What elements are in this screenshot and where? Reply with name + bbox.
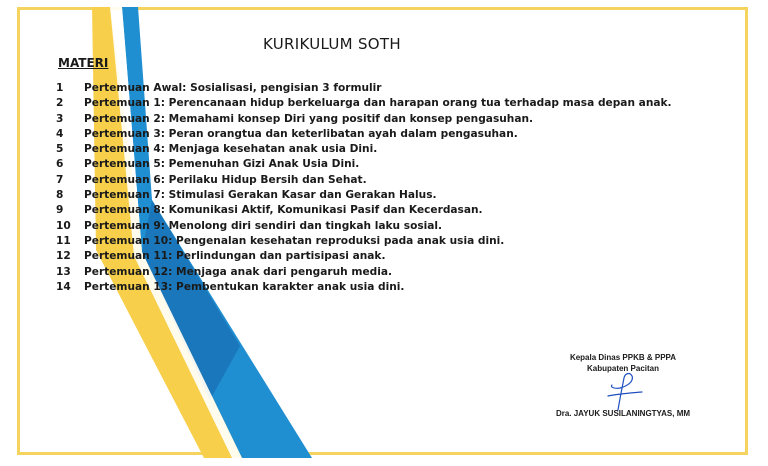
item-text: Pertemuan Awal: Sosialisasi, pengisian 3 formulir [84,82,382,94]
item-text: Pertemuan 6: Perilaku Hidup Bersih dan Sehat. [84,173,367,186]
item-number: 8 [56,189,64,202]
official-name: Dra. JAYUK SUSILANINGTYAS, MM [555,409,691,418]
section-heading: MATERI [58,56,109,70]
item-text: Pertemuan 13: Pembentukan karakter anak usia dini. [84,280,405,293]
page-title: KURIKULUM SOTH [263,35,401,53]
item-text: Pertemuan 3: Peran orangtua dan keterlibatan ayah dalam pengasuhan. [84,127,518,140]
list-item [56,219,672,234]
item-number: 4 [56,127,64,140]
item-number: 2 [56,97,64,110]
item-number: 7 [56,173,64,186]
item-number: 3 [56,112,64,125]
item-number: 1 [56,82,64,94]
item-number: 5 [56,143,64,156]
item-text: Pertemuan 7: Stimulasi Gerakan Kasar dan Gerakan Halus. [84,189,437,202]
list-item [56,81,672,96]
list-item [56,203,672,218]
materi-list [56,81,672,295]
signature-block [528,350,718,426]
item-text: Pertemuan 1: Perencanaan hidup berkeluarga dan harapan orang tua terhadap masa depan anak. [84,97,672,110]
item-number: 10 [56,219,71,232]
list-item [56,96,672,111]
item-number: 14 [56,280,71,293]
item-text: Pertemuan 9: Menolong diri sendiri dan tingkah laku sosial. [84,219,443,232]
item-text: Pertemuan 5: Pemenuhan Gizi Anak Usia Dini. [84,158,360,171]
list-item [56,142,672,157]
item-number: 9 [56,204,64,217]
item-text: Pertemuan 11: Perlindungan dan partisipasi anak. [84,250,386,263]
item-number: 6 [56,158,64,171]
list-item [56,234,672,249]
official-region: Kabupaten Pacitan [586,364,659,373]
item-text: Pertemuan 2: Memahami konsep Diri yang positif dan konsep pengasuhan. [84,112,534,125]
list-item [56,127,672,142]
item-number: 11 [56,234,71,247]
list-item [56,112,672,127]
list-item [56,157,672,172]
item-text: Pertemuan 12: Menjaga anak dari pengaruh media. [84,265,393,278]
item-number: 12 [56,250,71,263]
list-item [56,188,672,203]
list-item [56,249,672,264]
item-text: Pertemuan 4: Menjaga kesehatan anak usia Dini. [84,143,378,156]
official-title: Kepala Dinas PPKB & PPPA [569,353,677,362]
handwritten-signature [590,370,650,412]
list-item [56,173,672,188]
item-text: Pertemuan 10: Pengenalan kesehatan reproduksi pada anak usia dini. [84,234,505,247]
list-item [56,280,672,295]
list-item [56,265,672,280]
item-number: 13 [56,265,71,278]
item-text: Pertemuan 8: Komunikasi Aktif, Komunikasi Pasif dan Kecerdasan. [84,204,483,217]
